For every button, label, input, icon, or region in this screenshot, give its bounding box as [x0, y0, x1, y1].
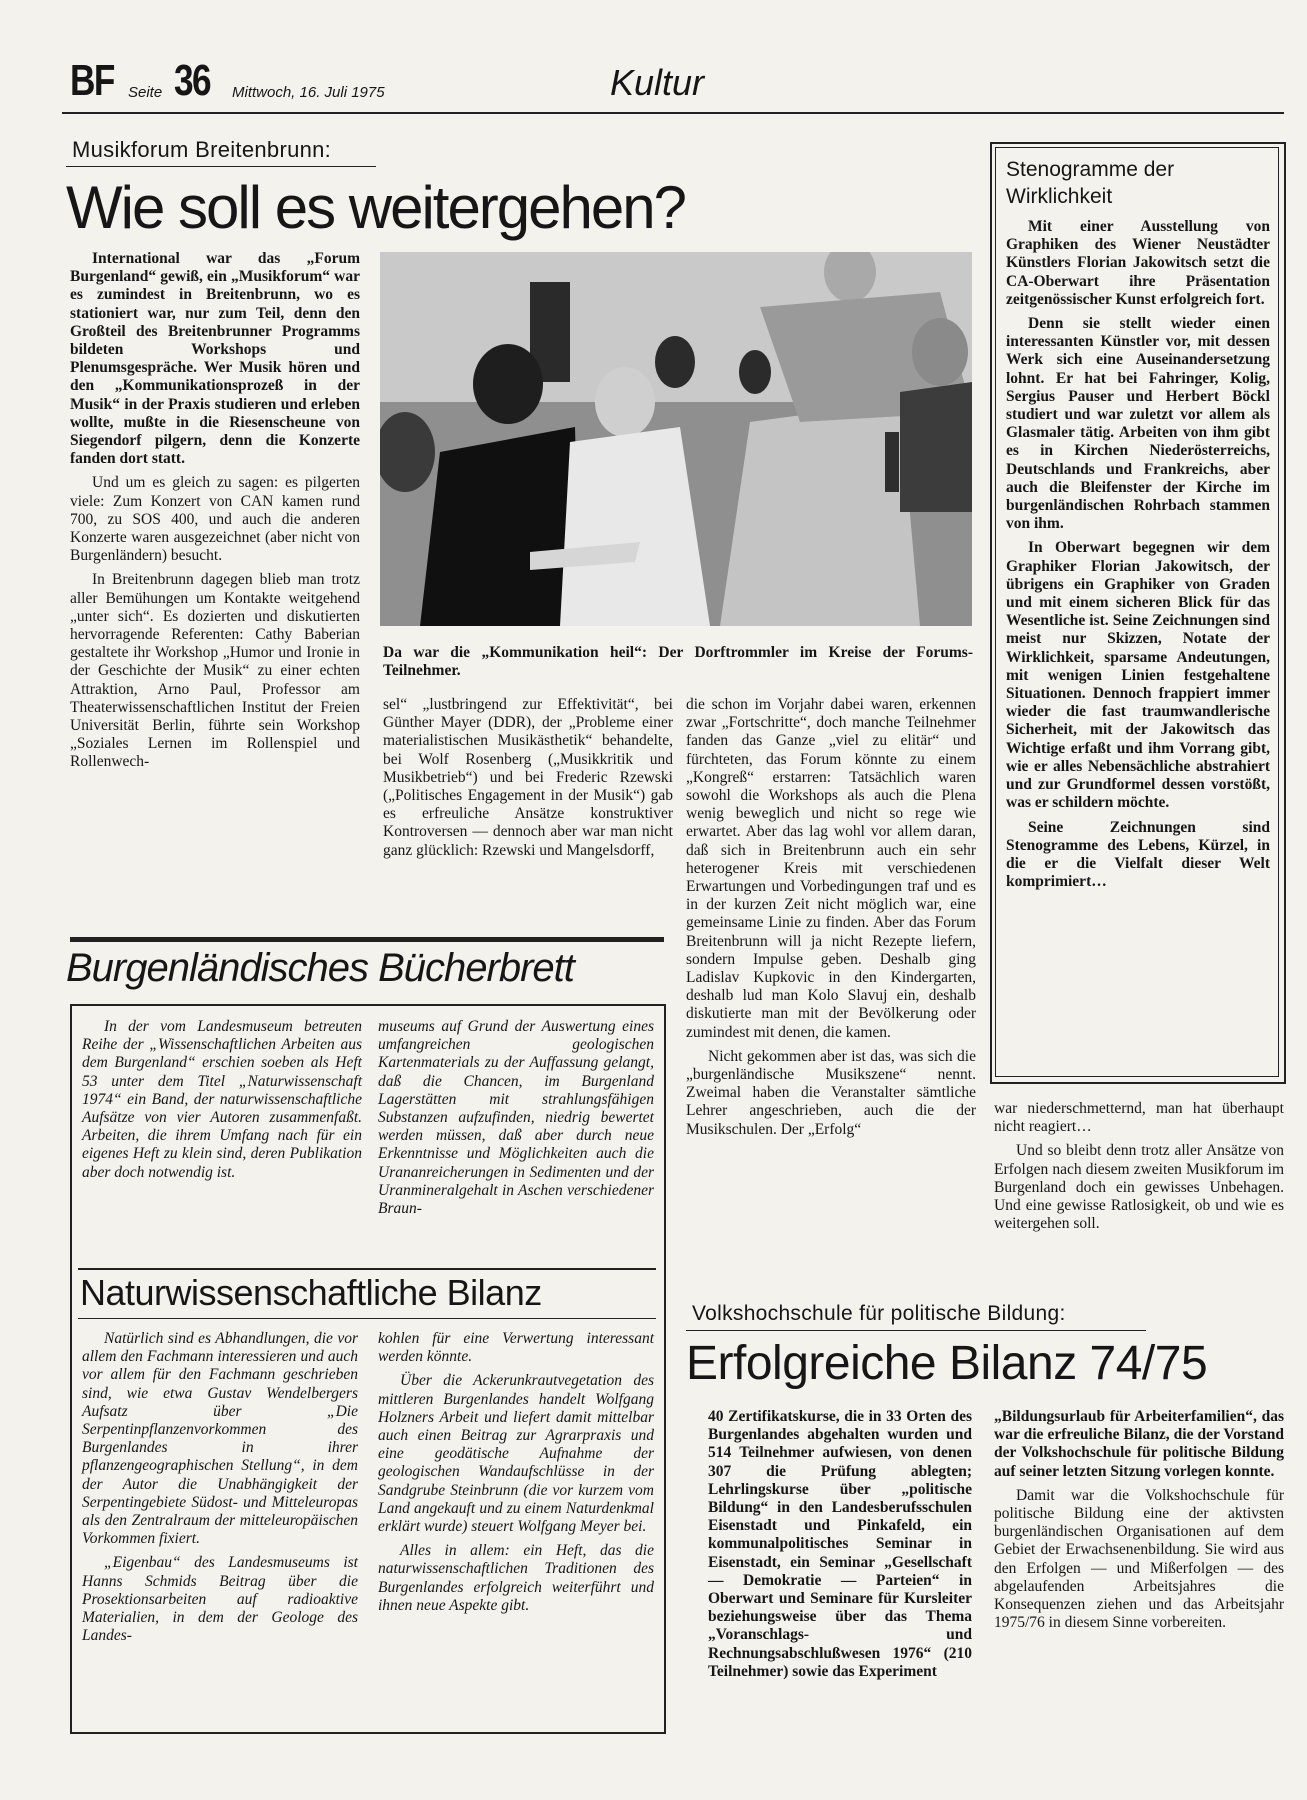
- article-paragraph: Und um es gleich zu sagen: es pilgerten viele: Zum Konzert von CAN kamen rund 700, zu SOS 400, und auch die anderen Konzerte waren ausgezeichnet (aber nicht von Burgenländern) besucht.: [70, 474, 360, 565]
- article-paragraph: In Breitenbrunn dagegen blieb man trotz aller Bemühungen um Kontakte weitgehend „unter sich“. Es dozierten und diskutierten hervorragende Referenten: Cathy Baberian gestaltete ihr Workshop „Humor und Ironie in der Geschichte der Musik“ zu einer echten Attraktion, Arno Paul, Professor am Theaterwissenschaftlichen Institut der Freien Universität Berlin, führte sein Workshop „Soziales Lernen im Rollenspiel und Rollenwech-: [70, 571, 360, 771]
- sidebar-paragraph: Mit einer Ausstellung von Graphiken des Wiener Neustädter Künstlers Florian Jakowitsch setzt die CA-Oberwart ihre Präsentation zeitgenössischer Kunst erfolgreich fort.: [1006, 218, 1270, 308]
- masthead-logo: BF: [70, 56, 114, 105]
- page-number: 36: [174, 56, 210, 105]
- sidebar-title: Stenogramme der Wirklichkeit: [1006, 158, 1175, 208]
- article-paragraph: war niederschmetternd, man hat überhaupt nicht reagiert…: [994, 1100, 1284, 1136]
- buecherbrett-title: Burgenländisches Bücherbrett: [66, 946, 574, 990]
- naturbilanz-rule-bottom: [78, 1318, 656, 1319]
- photo-caption: Da war die „Kommunikation heil“: Der Dorftrommler im Kreise der Forums-Teilnehmer.: [383, 644, 973, 680]
- buecherbrett-paragraph: museums auf Grund der Auswertung eines umfangreichen geologischen Kartenmaterials zu der Auffassung gelangt, daß die Chancen, im Burgenland Lagerstätten mit strahlungsfähigen Substanzen aufzufinden, niedrig bewertet werden müssen, daß aber durch neue Erkenntnisse und Möglichkeiten auch die Urananreicherungen in Sedimenten und der Uranmineralgehalt in Aschen verschiedener Braun-: [378, 1018, 654, 1218]
- article-photo: [380, 252, 972, 626]
- photo-image: [380, 252, 972, 626]
- naturbilanz-paragraph: „Eigenbau“ des Landesmuseums ist Hanns Schmids Beitrag über die Prosektionsarbeiten auf radioaktive Materialien, in dem der Geologe des Landes-: [82, 1554, 358, 1645]
- vhs-paragraph: Damit war die Volkshochschule für politische Bildung eine der aktivsten burgenländischen Organisationen auf dem Gebiet der Erwachsenenbildung. Sie wird aus den Erfolgen — und Mißerfolgen — des abgelaufenden Arbeitsjahres die Konsequenzen ziehen und das Arbeitsjahr 1975/76 in diesem Sinne vorbereiten.: [994, 1486, 1284, 1632]
- article-paragraph: sel“ „lustbringend zur Effektivität“, bei Günther Mayer (DDR), der „Probleme einer materialistischen Musikästhetik“ behandelte, bei Wolf Rosenberg („Musikkritik und Musikbetrieb“) und bei Frederic Rzewski („Politisches Engagement in der Musik“) gab es erfreuliche Ansätze konstruktiver Kontroversen — dennoch aber war man nicht ganz glücklich: Rzewski und Mangelsdorff,: [383, 696, 673, 859]
- naturbilanz-title: Naturwissenschaftliche Bilanz: [80, 1272, 542, 1313]
- article-headline: Wie soll es weitergehen?: [66, 174, 686, 241]
- article-paragraph: Und so bleibt denn trotz aller Ansätze von Erfolgen nach diesem zweiten Musikforum im Burgenland doch ein gewisses Unbehagen. Und eine gewisse Ratlosigkeit, ob und wie es weitergehen soll.: [994, 1142, 1284, 1233]
- article-kicker: Musikforum Breitenbrunn:: [72, 137, 332, 162]
- sidebar-paragraph: Denn sie stellt wieder einen interessanten Künstler vor, mit dessen Werk sich eine Auseinandersetzung lohnt. Er hat bei Fahringer, Kolig, Sergius Pauser und Herbert Böckl studiert und war zuletzt vor allem als Glasmaler tätig. Arbeiten von ihm gibt es in Kirchen Niederösterreichs, Deutschlands und Frankreichs, aber auch die Bleifenster der Kirche im burgenländischen Rohrbach stammen von ihm.: [1006, 315, 1270, 533]
- article-paragraph: die schon im Vorjahr dabei waren, erkennen zwar „Fortschritte“, doch manche Teilnehmer fanden das Ganze „viel zu elitär“ und fürchteten, das Forum könnte zu einem „Kongreß“ erstarren: Tatsächlich waren sowohl die Workshops als auch die Plena wenig beweglich und nicht so rege wie erwartet. Aber das lag wohl vor allem daran, daß sich in Breitenbrunn auch ein sehr heterogener Kreis mit verschiedenen Erwartungen und Vorbedingungen traf und es in der kurzen Zeit nicht möglich war, eine gemeinsame Linie zu finden. Aber das Forum Breitenbrunn will ja nicht Rezepte liefern, sondern Impulse geben. Deshalb ging Ladislav Kupkovic in den Kindergarten, deshalb lud man Kolo Slavuj ein, deshalb diskutierte man mit der Bevölkerung oder zumindest mit denen, die kamen.: [686, 696, 976, 1041]
- article-paragraph: Nicht gekommen aber ist das, was sich die „burgenländische Musikszene“ nennt. Zweimal haben die Veranstalter sämtliche Lehrer angeschrieben, auch die der Musikschulen. Der „Erfolg“: [686, 1047, 976, 1138]
- kicker-rule: [66, 166, 376, 167]
- naturbilanz-paragraph: kohlen für eine Verwertung interessant werden könnte.: [378, 1330, 654, 1366]
- vhs-kicker: Volkshochschule für politische Bildung:: [692, 1302, 1066, 1325]
- vhs-paragraph: 40 Zertifikatskurse, die in 33 Orten des Burgenlandes abgehalten wurden und 514 Teilnehmer aufwiesen, von denen 307 die Prüfung ablegten; Lehrlingskurse über „politische Bildung“ in den Landesberufsschulen Eisenstadt und Pinkafeld, ein kommunalpolitisches Seminar in Eisenstadt, ein Seminar „Gesellschaft — Demokratie — Parteien“ in Oberwart und Seminare für Kursleiter beziehungsweise über das Thema „Voranschlags- und Rechnungsabschlußwesen 1976“ (210 Teilnehmer) sowie das Experiment: [708, 1408, 972, 1680]
- vhs-paragraph: „Bildungsurlaub für Arbeiterfamilien“, das war die erfreuliche Bilanz, die der Vorstand der Volkshochschule für politische Bildung auf seiner letzten Sitzung vorlegen konnte.: [994, 1408, 1284, 1480]
- article-lead: International war das „Forum Burgenland“ gewiß, ein „Musikforum“ war es zumindest in Breitenbrunn, wo es stationiert war, nur zum Teil, denn den Großteil des Breitenbrunner Programms bildeten Workshops und Plenumsgespräche. Wer Musik hören und den „Kommunikationsprozeß in der Musik“ in der Praxis studieren und erleben wollte, mußte in die Riesenscheune von Siegendorf pilgern, denn die Konzerte fanden dort statt.: [70, 250, 360, 468]
- naturbilanz-paragraph: Über die Ackerunkrautvegetation des mittleren Burgenlandes handelt Wolfgang Holzners Arbeit und liefert damit mittelbar auch einen Beitrag zur Agrarpraxis und eine geodätische Aufnahme der geologischen Wandaufschlüsse in der Sandgrube Steinbrunn (die vor kurzem vom Land angekauft und zu einem Naturdenkmal erklärt wurde) steuert Wolfgang Meyer bei.: [378, 1372, 654, 1536]
- naturbilanz-paragraph: Alles in allem: ein Heft, das die naturwissenschaftlichen Traditionen des Burgenlandes erfolgreich weiterführt und ihnen neue Aspekte gibt.: [378, 1542, 654, 1614]
- header-rule: [62, 112, 1284, 114]
- sidebar-paragraph: In Oberwart begegnen wir dem Graphiker Florian Jakowitsch, der übrigens ein Graphiker von Graden und mit einem sicheren Blick für das Wesentliche ist. Seine Zeichnungen sind meist nur Skizzen, Notate der Wirklichkeit, sparsame Andeutungen, mit wenigen Linien festgehaltene Situationen. Dennoch frappiert immer wieder die fast traumwandlerische Sicherheit, mit der Jakowitsch das Wichtige erfaßt und ihm Vorrang gibt, wie er alles Nebensächliche abstrahiert und zur Grundformel dessen vorstößt, was er schildern möchte.: [1006, 539, 1270, 812]
- vhs-kicker-rule: [686, 1330, 1146, 1331]
- seite-label: Seite: [128, 84, 163, 101]
- sidebar-paragraph: Seine Zeichnungen sind Stenogramme des Lebens, Kürzel, in die er die Vielfalt dieser Welt komprimiert…: [1006, 818, 1270, 891]
- naturbilanz-paragraph: Natürlich sind es Abhandlungen, die vor allem den Fachmann interessieren und auch vor allem für den Fachmann geschrieben sind, wie etwa Gustav Wendelbergers Aufsatz über „Die Serpentinpflanzenvorkommen des Burgenlandes in ihrer pflanzengeographischen Stellung“, in dem der Autor die Unabhängigkeit der Serpentingebiete Südost- und Mitteleuropas als den Zentralraum der mitteleuropäischen Vorkommen fixiert.: [82, 1330, 358, 1548]
- buecherbrett-paragraph: In der vom Landesmuseum betreuten Reihe der „Wissenschaftlichen Arbeiten aus dem Burgenland“ erschien soeben als Heft 53 unter dem Titel „Naturwissenschaft 1974“ ein Band, der naturwissenschaftliche Aufsätze von vier Autoren zusammenfaßt. Arbeiten, die ihrem Umfang nach für ein eigenes Heft zu klein sind, deren Publikation aber doch notwendig ist.: [82, 1018, 362, 1181]
- section-name: Kultur: [610, 62, 705, 103]
- naturbilanz-rule: [78, 1268, 656, 1270]
- vhs-headline: Erfolgreiche Bilanz 74/75: [686, 1337, 1208, 1390]
- buecherbrett-rule: [70, 937, 664, 942]
- issue-date: Mittwoch, 16. Juli 1975: [232, 84, 385, 101]
